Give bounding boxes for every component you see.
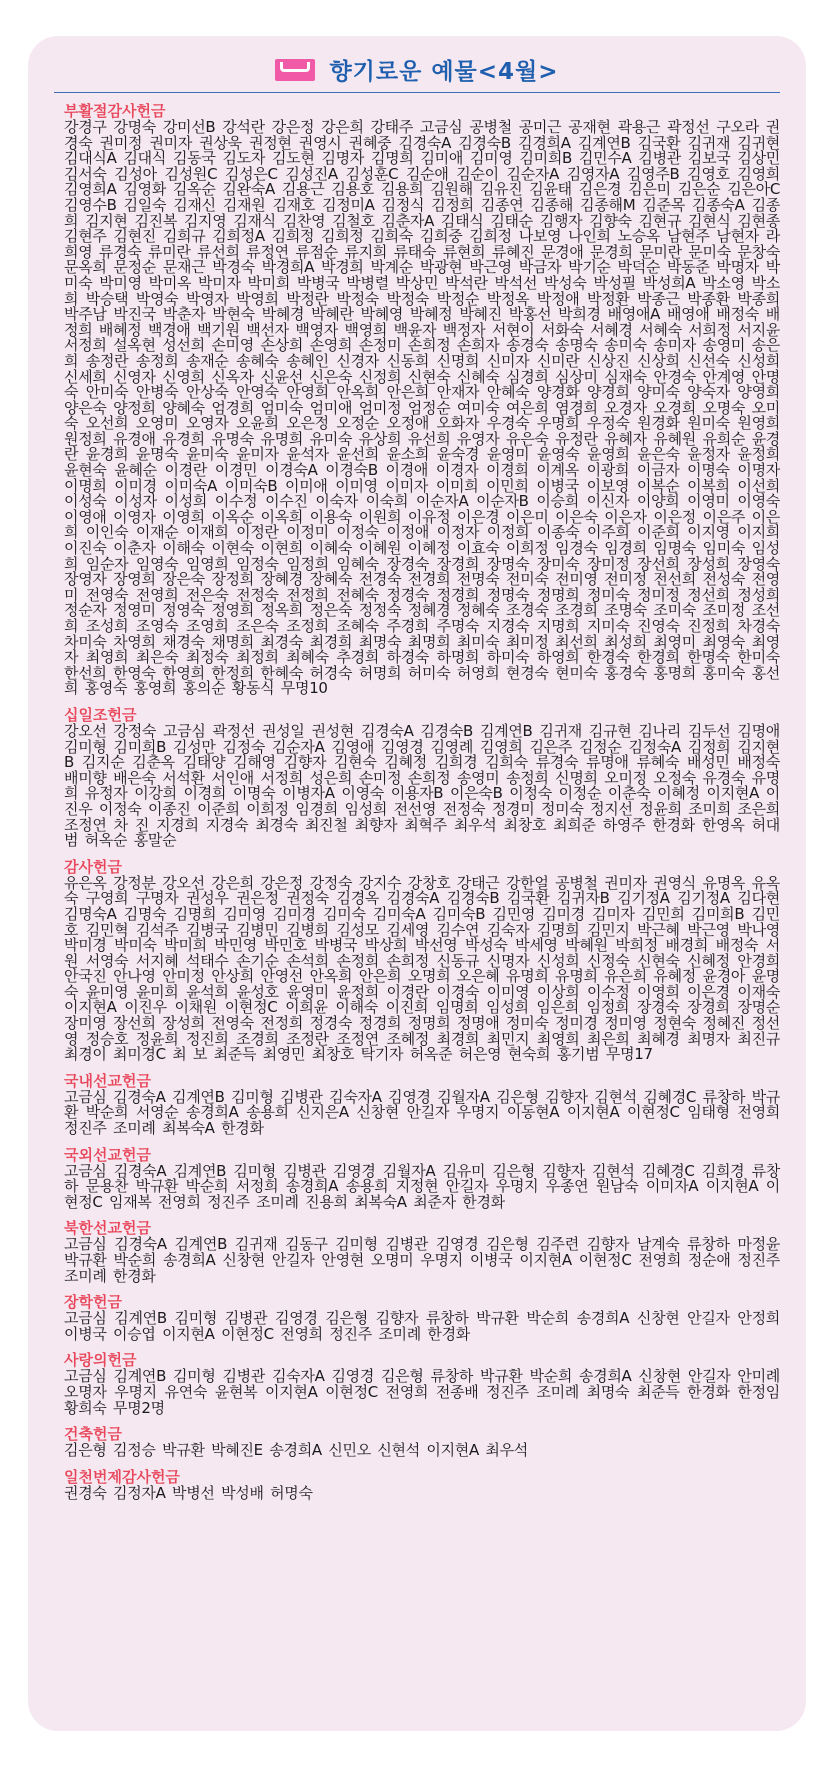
section-title: 국내선교헌금 [64, 1071, 151, 1090]
donor-names: 고금심 김계연B 김미형 김병관 김영경 김은형 김향자 류창하 박규환 박순희 송경희A 신창현 안길자 안정희 이병국 이승엽 이지현A 이현정C 전영희 정진주 조미례 한경화 [64, 1309, 780, 1343]
donor-names: 고금심 김계연B 김미형 김병관 김숙자A 김영경 김은형 류창하 박규환 박순희 송경희A 신창현 안길자 안미례 오명자 우명지 유연숙 윤현복 이지현A 이현정C 전영희 전종배 정진주 조미례 최명숙 최준득 한경화 한정임 황희숙 무명2명 [64, 1367, 780, 1417]
donor-names: 김은형 김정승 박규환 박혜진E 송경희A 신민오 신현석 이지현A 최우석 [64, 1441, 528, 1460]
section-scholarship [64, 1293, 780, 1342]
section-title: 부활절감사헌금 [64, 102, 166, 120]
section-thanksgiving [64, 858, 780, 1063]
section-building [64, 1425, 780, 1459]
section-easter-thanks [64, 102, 780, 697]
section-title: 국외선교헌금 [64, 1145, 151, 1164]
donor-names: 강경구 강명숙 강미선B 강석란 강은정 강은희 강태주 고금심 공병철 공미근 공재현 곽용근 곽정선 구오라 권경숙 권미정 권미자 권상욱 권정현 권영시 권혜중 김경숙A 김경숙B 김경희A 김계연B 김국환 김귀재 김귀현 김대식A 김대식 김동국 김도자 김도현 김명자 김명희 김미애 김미영 김미희B 김민수A 김병관 김보국 김상민 김서숙 김성아 김성원C 김성은C 김성진A 김성훈C 김순애 김순이 김순자A 김영자A 김영주B 김영호 김영희 김영희A 김영화 김옥순 김완숙A 김용근 김용호 김용희 김원해 김유진 김윤태 김은경 김은미 김은순 김은아C 김영수B 김일숙 김재신 김재원 김재호 김정미A 김정식 김정희 김종연 김종해 김종해M 김준목 김종숙A 김종희 김지현 김진복 김지영 김재식 김찬영 김철호 김춘자A 김태식 김태순 김행자 김향숙 김현규 김현식 김현종 김현주 김현진 김희규 김희정A 김희정 김희정 김희숙 김희중 김희정 나보영 나인희 노승옥 남현주 남현자 라희영 류경숙 류미란 류선희 류정연 류점순 류지희 류태숙 류현희 류혜진 문경애 문경희 문미란 문미숙 문창숙 문옥희 문정순 문재근 박경숙 박경희A 박경희 박계순 박광현 박근영 박금자 박기순 박덕순 박동준 박명자 박미숙 박미영 박미옥 박미자 박미희 박병국 박병렬 박상민 박석란 박석선 박성숙 박성필 박성희A 박소영 박소희 박승택 박영숙 박영자 박영희 박정란 박정숙 박정숙 박정순 박정옥 박정애 박정환 박종근 박종환 박종희 박주남 박진국 박춘자 박현숙 박혜경 박혜란 박혜영 박혜정 박혜진 박홍선 박희경 배영애A 배영애 배정숙 배정희 배혜정 백경애 백기원 백선자 백영자 백영희 백윤자 백정자 서현이 서화숙 서혜경 서혜숙 서희정 서지윤 서정희 설옥현 성선희 손미영 손상희 손영희 손정미 손희정 손희자 송경숙 송명숙 송미숙 송미자 송영미 송은희 송정란 송정희 송재순 송혜숙 송혜인 신경자 신동희 신명희 신미자 신미란 신상진 신상희 신선숙 신성희 신세희 신영자 신영희 신옥자 신윤선 신은숙 신정희 신현숙 신혜숙 심경희 심상미 심재숙 안경숙 안계영 안명숙 안미숙 안병숙 안상숙 안영숙 안영희 안옥희 안은희 안재자 안혜숙 양경화 양경희 양미숙 양숙자 양영희 양은숙 양정희 양혜숙 엄경희 엄미숙 엄미애 엄미정 엄정순 여미숙 여은희 염경희 오경자 오경희 오명숙 오미숙 오선희 오영미 오영자 오윤희 오은정 오정순 오정애 오화자 우경숙 우명희 우정숙 원경화 원미숙 원영희 원정희 유경애 유경희 유명숙 유명희 유미숙 유상희 유선희 유영자 유은숙 유정란 유혜자 유혜원 유희순 윤경란 윤경희 윤명숙 윤미숙 윤미자 윤석자 윤선희 윤소희 윤숙경 윤영미 윤영숙 윤영희 윤은숙 윤정자 윤정희 윤현숙 윤혜순 이경란 이경민 이경숙A 이경숙B 이경애 이경자 이경희 이계옥 이광희 이금자 이명숙 이명자 이명희 이미경 이미숙A 이미숙B 이미애 이미영 이미자 이미희 이민희 이병국 이보영 이복순 이복희 이선희 이성숙 이성자 이성희 이수정 이수진 이숙자 이숙희 이순자A 이순자B 이승희 이신자 이양희 이영미 이영숙 이영애 이영자 이영희 이옥순 이옥희 이용숙 이원희 이유정 이은경 이은미 이은숙 이은자 이은정 이은주 이은희 이인숙 이재순 이재희 이정란 이정미 이정숙 이정애 이정자 이정희 이종숙 이주희 이준희 이지영 이지희 이진숙 이춘자 이해숙 이현숙 이현희 이혜숙 이혜원 이혜정 이효숙 이희정 임경숙 임경희 임명숙 임미숙 임성희 임순자 임영숙 임영희 임정숙 임정희 임혜숙 장경숙 장경희 장명숙 장미숙 장미정 장선희 장성희 장영숙 장영자 장영희 장은숙 장정희 장혜경 장혜숙 전경숙 전경희 전명숙 전미숙 전미영 전미정 전선희 전성숙 전영미 전영숙 전영희 전은숙 전정숙 전정희 전혜숙 정경숙 정경희 정명숙 정명희 정미숙 정미정 정선희 정성희 정순자 정영미 정영숙 정영희 정옥희 정은숙 정정숙 정혜경 정혜숙 조경숙 조경희 조명숙 조미숙 조미정 조선희 조성희 조영숙 조영희 조은숙 조정희 조혜숙 주경희 주명숙 지경숙 지명희 지미숙 진영숙 진정희 차경숙 차미숙 차영희 채경숙 채명희 최경숙 최경희 최명숙 최명희 최미숙 최미정 최선희 최성희 최영미 최영숙 최영자 최영희 최은숙 최정숙 최정희 최혜숙 추경희 하경숙 하명희 하미숙 하영희 한경숙 한경희 한명숙 한미숙 한선희 한영숙 한영희 한정희 한혜숙 허경숙 허명희 허미숙 허영희 현경숙 현미숙 홍경숙 홍명희 홍미숙 홍선희 홍영숙 홍영희 홍의순 황동식 무명10 [64, 118, 780, 698]
section-thousand-offerings [64, 1468, 780, 1502]
title-divider [54, 92, 780, 93]
donor-names: 고금심 김경숙A 김계연B 김귀재 김동구 김미형 김병관 김영경 김은형 김주련 김향자 남계숙 류창하 마정윤 박규환 박순희 송경희A 신창현 안길자 안영현 오명미 우명지 이병국 이지현A 이현정C 전영희 정순애 정진주 조미례 한경화 [64, 1235, 780, 1285]
donor-names: 고금심 김경숙A 김계연B 김미형 김병관 김숙자A 김영경 김월자A 김은형 김향자 김현석 김혜경C 류창하 박규환 박순희 서영순 송경희A 송용희 신지은A 신창현 안길자 우명지 이동현A 이지현A 이현정C 임태형 전영희 정진주 조미례 최복숙A 한경화 [64, 1087, 780, 1138]
section-tithe [64, 706, 780, 849]
section-domestic-mission [64, 1072, 780, 1137]
donor-names: 권경숙 김정자A 박병선 박성배 허명숙 [64, 1483, 313, 1502]
offering-card [28, 36, 806, 1731]
section-title: 십일조헌금 [64, 705, 137, 724]
page-title: 향기로운 예물<4월> [329, 58, 559, 85]
section-north-korea-mission [64, 1219, 780, 1284]
envelope-icon [275, 56, 315, 82]
section-title: 감사헌금 [64, 857, 122, 876]
donor-names: 고금심 김경숙A 김계연B 김미형 김병관 김영경 김월자A 김유미 김은형 김향자 김현석 김혜경C 김희경 류창하 문용찬 박규환 박순희 서정희 송경희A 송용희 지정현 안길자 우명지 우종연 원남숙 이미자A 이지현A 이현정C 임재복 전영희 정진주 조미례 진용희 최복숙A 최준자 한경화 [64, 1161, 780, 1211]
section-title: 건축헌금 [64, 1425, 122, 1444]
section-title: 사랑의헌금 [64, 1351, 137, 1370]
donor-names: 유은옥 강정분 강오선 강은희 강은정 강정숙 강지수 강창호 강태근 강한얼 공병철 권미자 권영식 유명옥 유옥숙 구영희 구명자 권성우 권은정 권정숙 김경옥 김경숙A 김경숙B 김국환 김귀자B 김기정A 김기정A 김다현 김명숙A 김명숙 김명희 김미영 김미경 김미숙 김미숙A 김미숙B 김민영 김미경 김미자 김민희 김미희B 김민호 김민혁 김석주 김병국 김병민 김병희 김성모 김세영 김수연 김숙자 김명희 김민지 박근혜 박근영 박나영 박미경 박미숙 박미희 박민영 박민호 박병국 박상희 박선영 박성숙 박세영 박혜원 박희정 배경희 배정숙 서 원 서영숙 서지혜 석태수 손기순 손석희 손정희 손희정 신동규 신명자 신성희 신정숙 신현숙 신혜정 안경희 안국진 안나영 안미정 안상희 안영선 안옥희 안은희 오명희 오은혜 유명희 유명희 유은희 유혜정 윤경아 윤명숙 윤미영 윤미희 윤석희 윤성호 윤영미 윤정희 이경란 이경숙 이미영 이상희 이수정 이영희 이은경 이재숙 이지현A 이진우 이채원 이현정C 이희윤 이해숙 이진희 임명희 임성희 임은희 임정희 장경숙 장경희 장명순 장미영 장선희 장성희 전영숙 전정희 정경숙 정경희 정명희 정명애 정미숙 정미경 정미영 정현숙 정혜진 정선영 정승호 정윤희 정진희 조경희 조정란 조정연 조혜정 최경희 최민지 최영희 최은희 최혜경 최명자 최진규 최경이 최미경C 최 보 최준득 최영민 최창호 탁기자 허옥준 허은영 현숙희 홍기범 무명17 [64, 873, 780, 1064]
donor-names: 강오선 강정숙 고금심 곽정선 권성일 권성현 김경숙A 김경숙B 김계연B 김귀재 김규현 김나리 김두선 김명애 김미형 김미희B 김성만 김정숙 김순자A 김영애 김영경 김영례 김영희 김은주 김정순 김정숙A 김정희 김지현B 김지순 김춘옥 김태양 김해영 김향자 김현숙 김혜정 김희경 김희숙 류경숙 류명애 류혜숙 배성민 배정숙 배미향 배은숙 서석환 서인애 서정희 성은희 손미정 손희정 송영미 송정희 신명희 오미정 오정숙 유경숙 유명희 유정자 이강희 이경희 이명숙 이병자A 이영숙 이용자B 이은숙B 이정숙 이정순 이춘숙 이혜정 이지현A 이진우 이정숙 이종진 이준희 이희정 임경희 임성희 전선영 전정숙 정경미 정미숙 정지선 정윤희 조미희 조은희 조정연 차 진 지경희 지경숙 최경숙 최진철 최향자 최혁주 최우석 최창호 최희준 하영주 한경화 한영옥 허대범 허옥순 홍말순 [64, 721, 780, 850]
section-love [64, 1351, 780, 1416]
section-title: 장학헌금 [64, 1293, 122, 1312]
section-foreign-mission [64, 1146, 780, 1211]
section-title: 일천번제감사헌금 [64, 1467, 180, 1486]
offering-sections [64, 102, 780, 1510]
section-title: 북한선교헌금 [64, 1219, 151, 1238]
header [28, 46, 806, 92]
